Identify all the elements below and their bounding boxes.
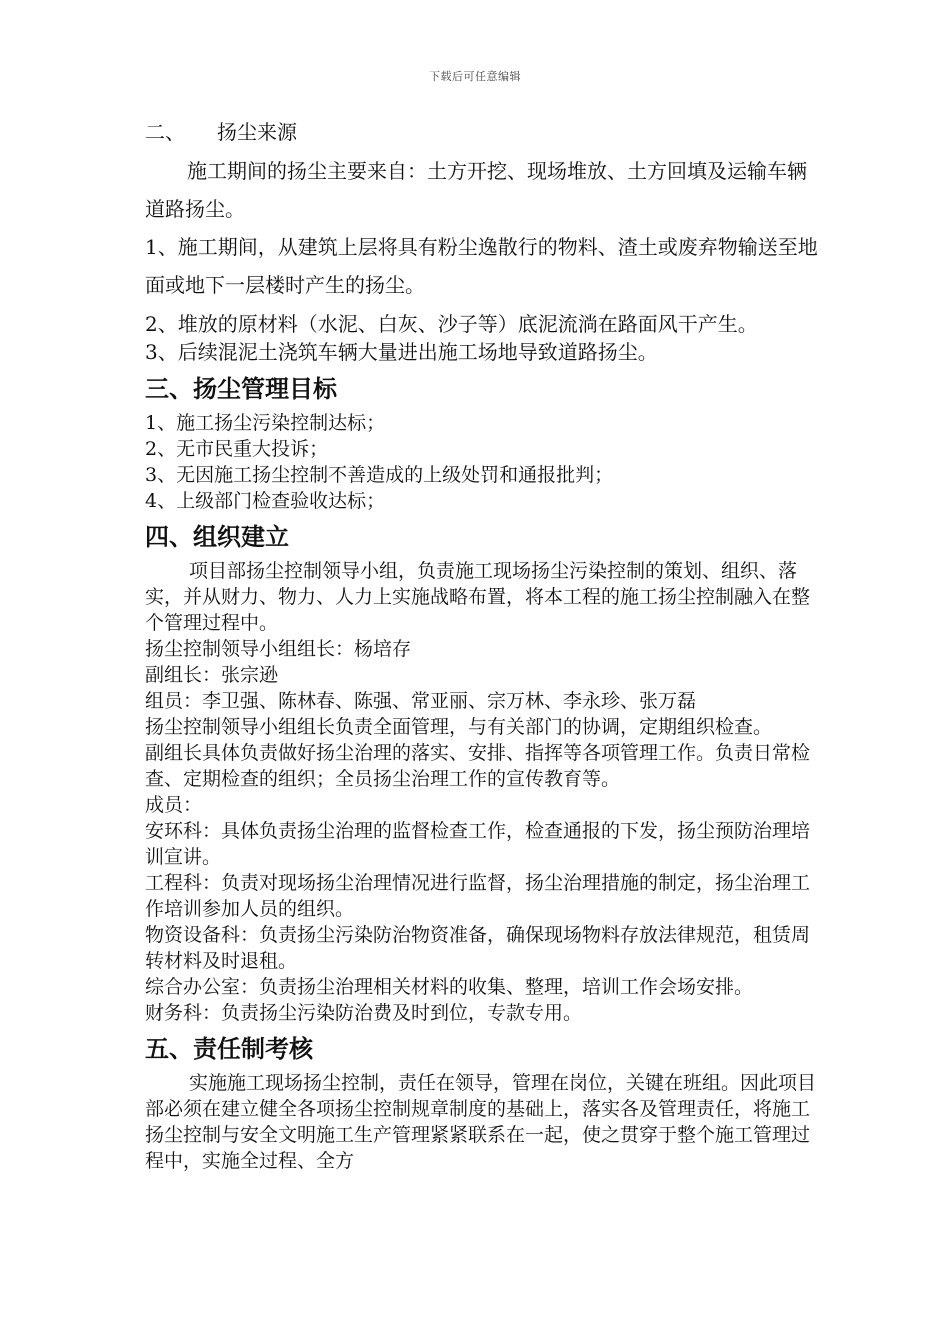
- section-4-line: 副组长具体负责做好扬尘治理的落实、安排、指挥等各项管理工作。负责日常检查、定期检查的组织；全员扬尘治理工作的宣传教育等。: [145, 742, 811, 790]
- section-2-item: 1、施工期间，从建筑上层将具有粉尘逸散行的物料、渣土或废弃物输送至地面或地下一层楼时产生的扬尘。: [145, 235, 818, 297]
- section-4-line: 扬尘控制领导小组组长负责全面管理，与有关部门的协调，定期组织检查。: [145, 716, 773, 738]
- section-3-item: 4、上级部门检查验收达标；: [145, 490, 386, 512]
- section-2-list-tight: [145, 310, 825, 366]
- section-2-list: [145, 228, 825, 304]
- section-3-item: 1、施工扬尘污染控制达标；: [145, 412, 386, 434]
- section-4-line: 安环科：具体负责扬尘治理的监督检查工作，检查通报的下发，扬尘预防治理培训宣讲。: [145, 820, 811, 868]
- section-2-intro: 施工期间的扬尘主要来自：土方开挖、现场堆放、土方回填及运输车辆道路扬尘。: [145, 159, 807, 221]
- section-4-heading: 四、组织建立: [145, 523, 289, 551]
- section-4-line: 成员：: [145, 794, 203, 816]
- header-note: 下载后可任意编辑: [429, 70, 521, 83]
- section-4-line: 副组长：张宗逊: [145, 664, 279, 686]
- section-4-line: 综合办公室：负责扬尘治理相关材料的收集、整理，培训工作会场安排。: [145, 976, 754, 998]
- section-5-heading: 五、责任制考核: [145, 1035, 313, 1063]
- section-3-list: [145, 410, 825, 514]
- section-3-item: 3、无因施工扬尘控制不善造成的上级处罚和通报批判；: [145, 464, 614, 486]
- section-2-title: 扬尘来源: [217, 120, 297, 144]
- section-3-heading: 三、扬尘管理目标: [145, 375, 337, 403]
- section-4-line: 扬尘控制领导小组组长：杨培存: [145, 638, 412, 660]
- section-5-intro: 实施施工现场扬尘控制，责任在领导，管理在岗位，关键在班组。因此项目部必须在建立健全各项扬尘控制规章制度的基础上，落实各及管理责任，将施工扬尘控制与安全文明施工生产管理紧紧联系在一起，使之贯穿于整个施工管理过程中，实施全过程、全方: [145, 1072, 817, 1172]
- section-4-line: 组员：李卫强、陈林春、陈强、常亚丽、宗万林、李永珍、张万磊: [145, 690, 697, 712]
- section-4-line: 财务科：负责扬尘污染防治费及时到位，专款专用。: [145, 1002, 583, 1024]
- section-2-heading: [145, 118, 825, 146]
- section-4-line: 工程科：负责对现场扬尘治理情况进行监督，扬尘治理措施的制定，扬尘治理工作培训参加人员的组织。: [145, 872, 811, 920]
- section-2-item: 2、堆放的原材料（水泥、白灰、沙子等）底泥流淌在路面风干产生。: [145, 312, 758, 336]
- section-2-item: 3、后续混泥土浇筑车辆大量进出施工场地导致道路扬尘。: [145, 340, 658, 364]
- document-body: [145, 118, 825, 1174]
- section-4-intro: 项目部扬尘控制领导小组，负责施工现场扬尘污染控制的策划、组织、落实，并从财力、物力、人力上实施战略布置，将本工程的施工扬尘控制融入在整个管理过程中。: [145, 560, 811, 634]
- section-3-item: 2、无市民重大投诉；: [145, 438, 329, 460]
- section-4-line: 物资设备科：负责扬尘污染防治物资准备，确保现场物料存放法律规范，租赁周转材料及时退租。: [145, 924, 811, 972]
- section-2-number: 二、: [145, 120, 185, 144]
